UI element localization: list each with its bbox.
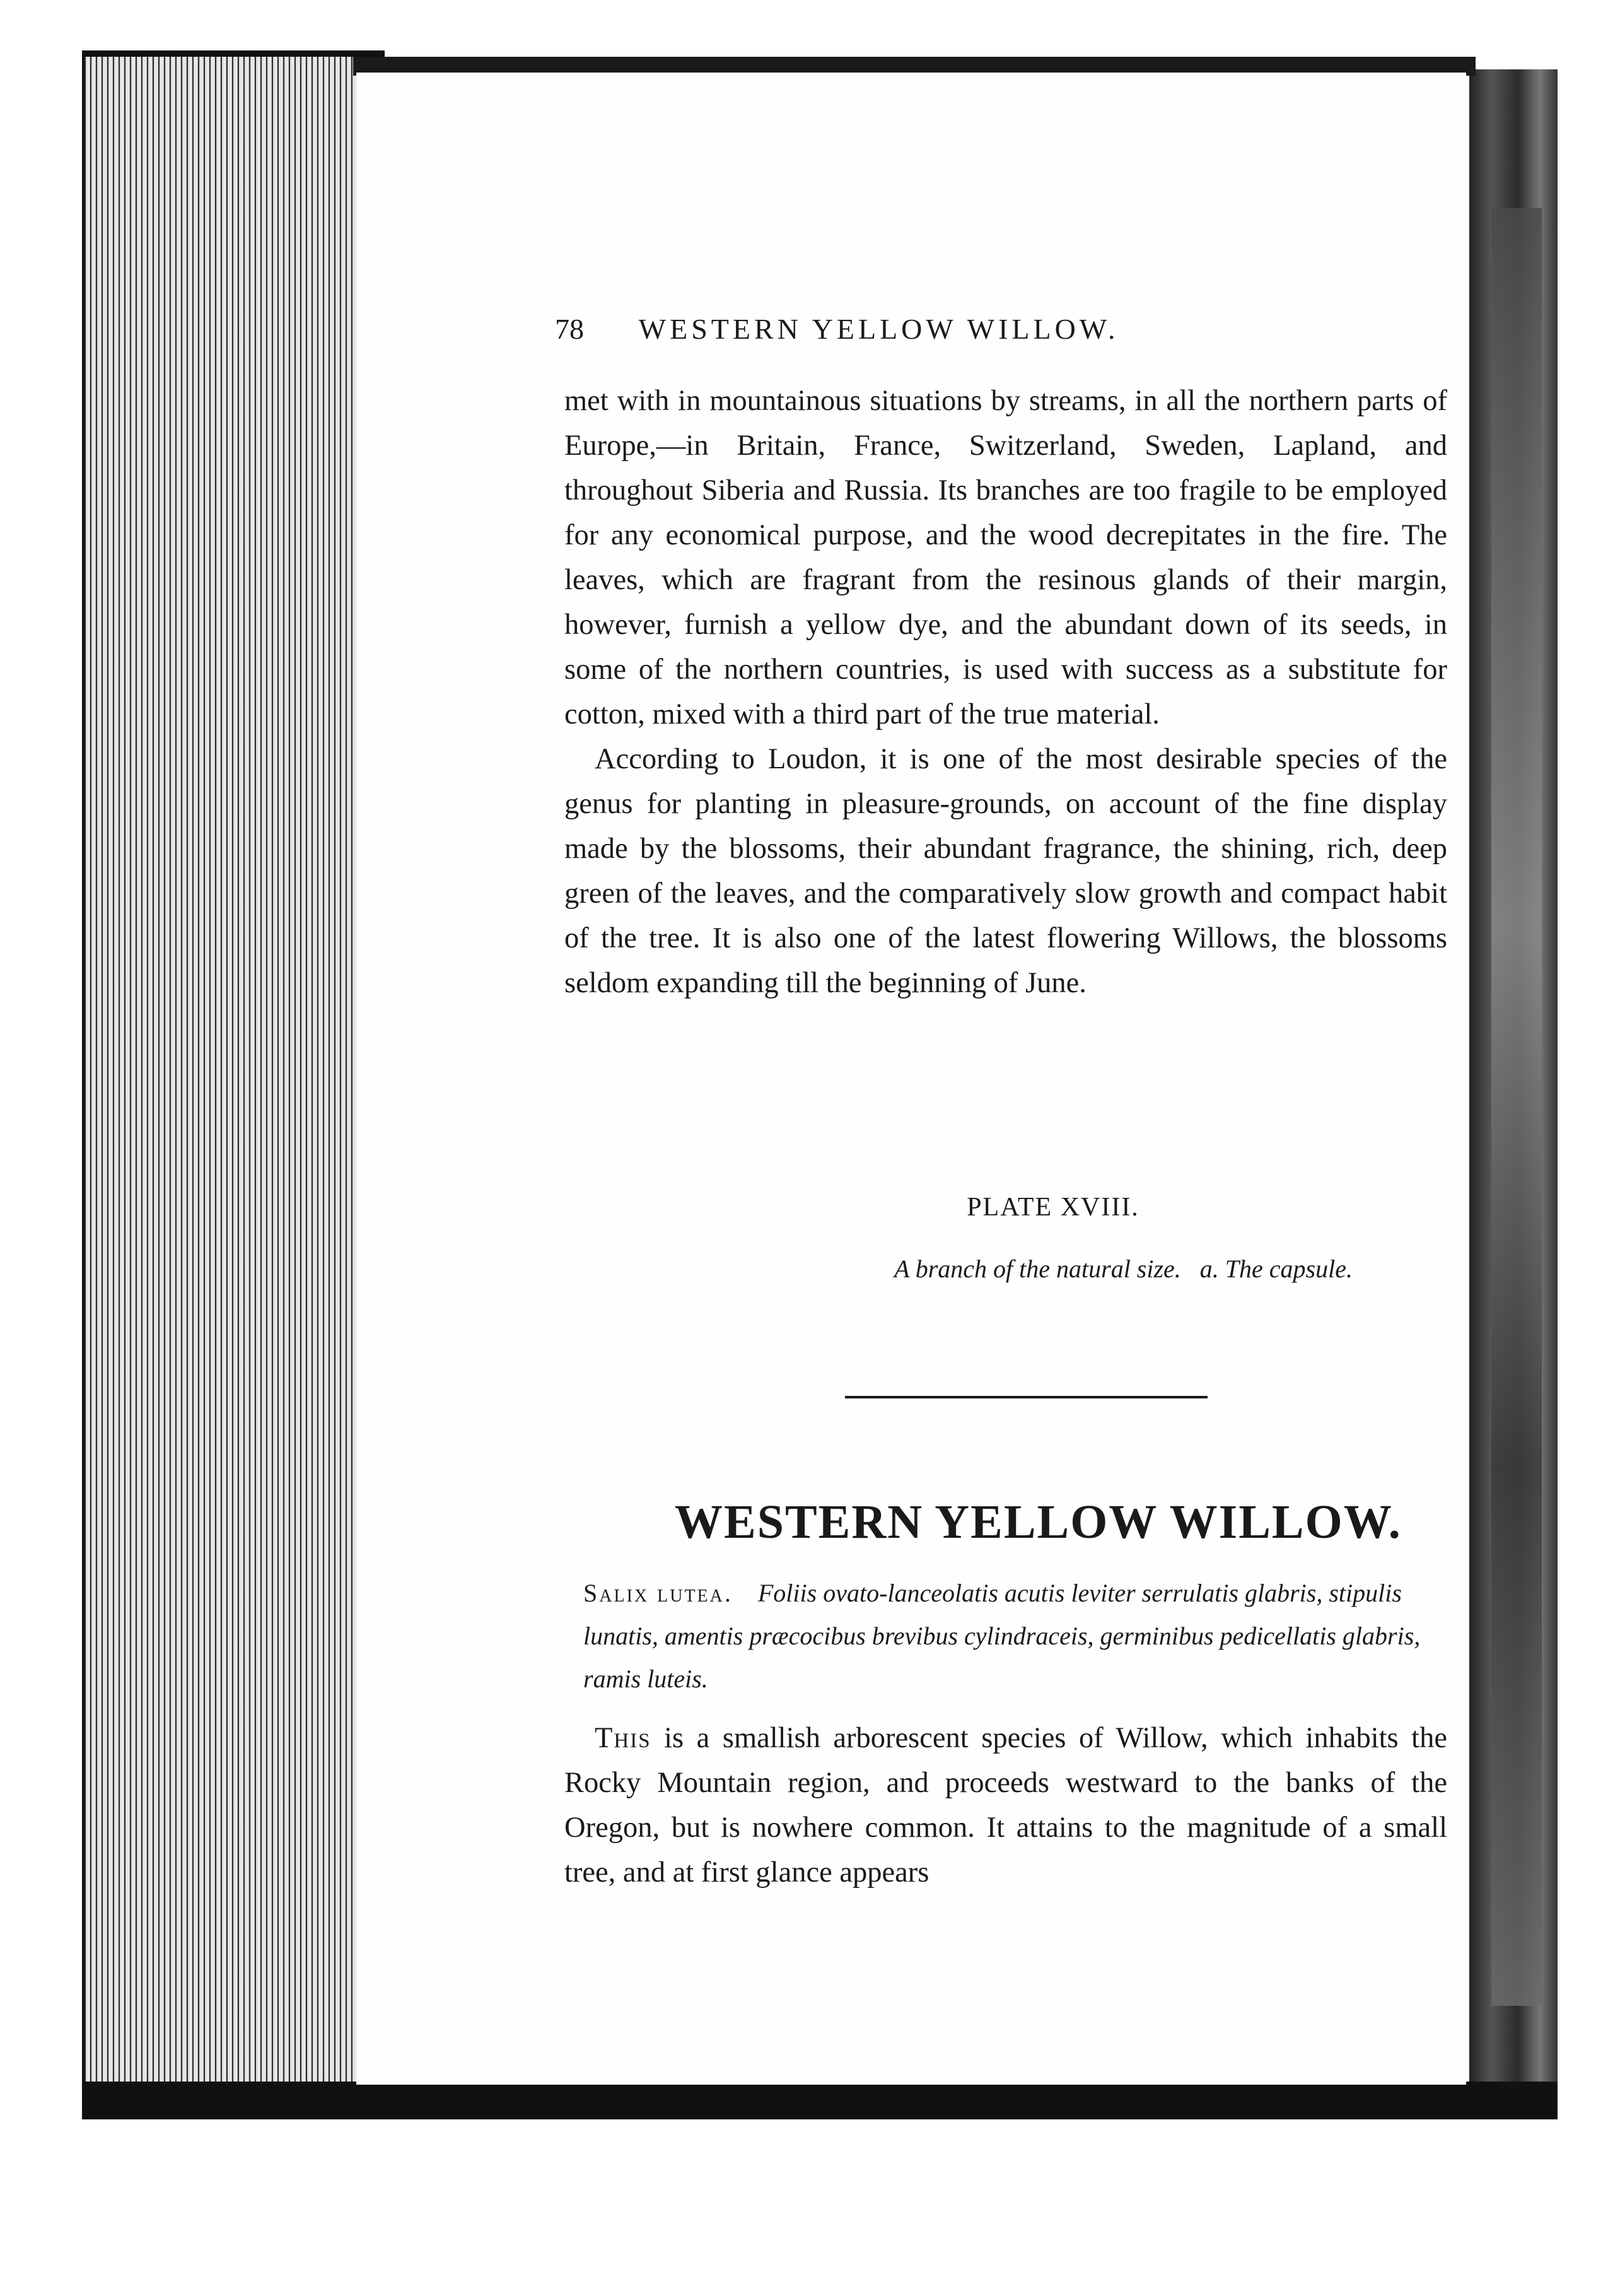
paragraph: met with in mountainous situations by streams, in all the northern parts of Europe,—in Britain, France, Switzerland, Sweden, Lapland, and throughout Siberia and Russia. Its branches are too fragile to be employed for any economical purpose, and the wood decrepitates in the fire. The leaves, which are fragrant from the resinous glands of their margin, however, furnish a yellow dye, and the abundant down of its seeds, in some of the northern countries, is used with success as a substitute for cotton, mixed with a third part of the true material.	[564, 385, 1447, 730]
page-edges	[82, 57, 362, 2100]
paragraph-rest: is a smallish arborescent species of Willow, which inhabits the Rocky Mountain region, and proceeds westward to the banks of the Oregon, but is nowhere common. It attains to the magnitude of a small tree, and at first glance appears	[564, 1722, 1447, 1889]
running-head	[555, 312, 1299, 346]
section-title: WESTERN YELLOW WILLOW.	[675, 1496, 1402, 1549]
scan-margin-left	[0, 0, 88, 2296]
body-text-top	[564, 378, 1447, 1005]
body-text-bottom	[564, 1716, 1447, 1895]
scan-bottom-border	[82, 2082, 1558, 2119]
section-divider	[845, 1396, 1208, 1398]
paragraph	[564, 1716, 1447, 1895]
latin-name: Salix lutea.	[583, 1579, 733, 1607]
latin-description: Foliis ovato-lanceolatis acutis leviter serrulatis glabris, stipulis lunatis, amentis præcocibus brevibus cylindraceis, germinibus pedicellatis glabris, ramis luteis.	[583, 1579, 1421, 1693]
plate-title: PLATE XVIII.	[967, 1193, 1139, 1222]
drop-word: This	[595, 1722, 651, 1754]
running-title: WESTERN YELLOW WILLOW.	[638, 313, 1119, 345]
facing-page-shadow	[1491, 208, 1542, 2006]
plate-caption: A branch of the natural size. a. The capsule.	[894, 1255, 1353, 1283]
paragraph: According to Loudon, it is one of the most desirable species of the genus for planting in pleasure-grounds, on account of the fine display made by the blossoms, their abundant fragrance, the shining, rich, deep green of the leaves, and the comparatively slow growth and compact habit of the tree. It is also one of the latest flowering Willows, the blossoms seldom expanding till the beginning of June.	[564, 743, 1447, 999]
botanical-diagnosis	[583, 1572, 1460, 1701]
page-number: 78	[555, 313, 584, 345]
